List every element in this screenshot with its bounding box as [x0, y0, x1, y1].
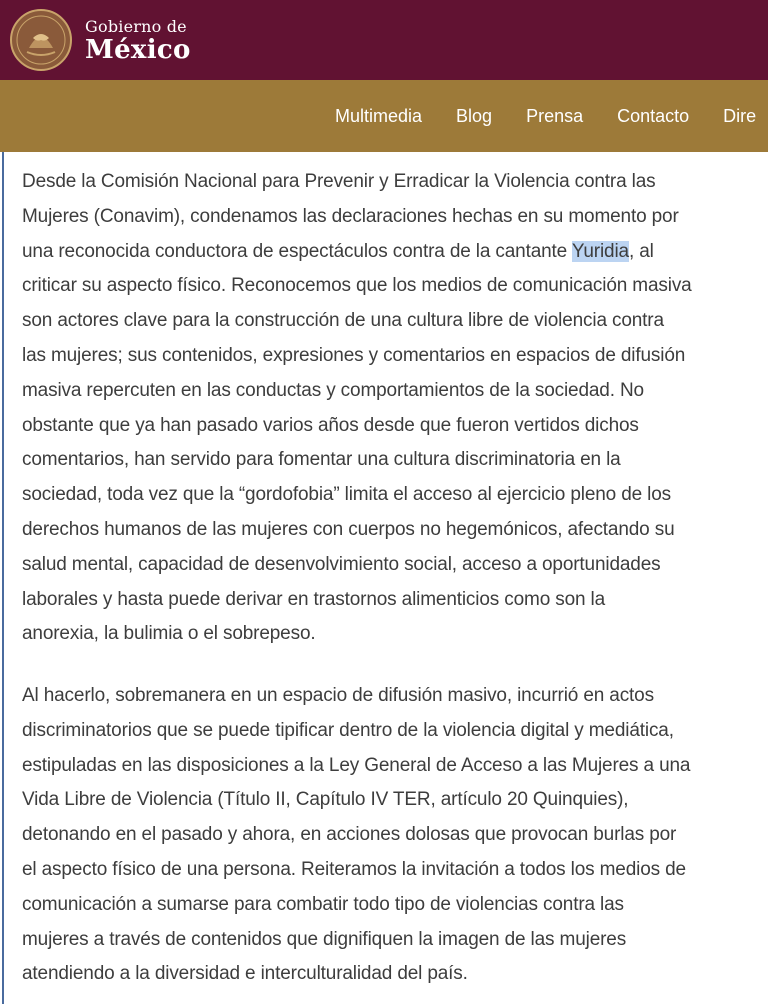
paragraph-line: el aspecto físico de una persona. Reiteramos la invitación a todos los medios de	[22, 858, 686, 880]
paragraph-line: Mujeres (Conavim), condenamos las declaraciones hechas en su momento por	[22, 205, 679, 227]
nav-item-multimedia[interactable]: Multimedia	[335, 105, 423, 126]
paragraph-line: salud mental, capacidad de desenvolvimiento social, acceso a oportunidades	[22, 553, 661, 575]
brand-line-gobierno: Gobierno de	[85, 17, 187, 36]
highlighted-selection[interactable]: Yuridia	[571, 240, 629, 262]
paragraph-line: Al hacerlo, sobremanera en un espacio de difusión masivo, incurrió en actos	[22, 685, 654, 706]
main-nav	[0, 80, 768, 152]
nav-item-directorio[interactable]: Dire	[723, 105, 757, 126]
nav-list	[335, 80, 768, 152]
brand-line-mexico: México	[85, 35, 191, 65]
paragraph-line: las mujeres; sus contenidos, expresiones y comentarios en espacios de difusión	[22, 344, 686, 366]
paragraph-line: derechos humanos de las mujeres con cuerpos no hegemónicos, afectando su	[22, 518, 675, 540]
article-content	[0, 152, 768, 1004]
escudo-nacional-seal-icon[interactable]	[9, 8, 73, 72]
nav-item-prensa[interactable]: Prensa	[526, 105, 584, 126]
article-paragraph-1	[22, 165, 762, 652]
paragraph-line: Vida Libre de Violencia (Título II, Capítulo IV TER, artículo 20 Quinquies),	[22, 789, 629, 811]
paragraph-line: son actores clave para la construcción de una cultura libre de violencia contra	[22, 310, 664, 332]
paragraph-line: mujeres a través de contenidos que dignifiquen la imagen de las mujeres	[22, 928, 627, 950]
nav-item-blog[interactable]: Blog	[456, 105, 493, 126]
paragraph-line: obstante que ya han pasado varios años desde que fueron vertidos dichos	[22, 414, 639, 436]
paragraph-line: estipuladas en las disposiciones a la Ley General de Acceso a las Mujeres a una	[22, 754, 691, 776]
paragraph-line: detonando en el pasado y ahora, en acciones dolosas que provocan burlas por	[22, 824, 677, 846]
article-paragraph-2	[22, 679, 762, 992]
paragraph-line: Desde la Comisión Nacional para Prevenir y Erradicar la Violencia contra las	[22, 171, 656, 192]
brand-wordmark[interactable]	[85, 18, 191, 64]
paragraph-line-text: una reconocida conductora de espectáculos contra de la cantante	[22, 240, 572, 262]
paragraph-line: sociedad, toda vez que la “gordofobia” limita el acceso al ejercicio pleno de los	[22, 484, 672, 506]
paragraph-line: laborales y hasta puede derivar en trastornos alimenticios como son la	[22, 588, 606, 610]
content-left-border	[2, 152, 4, 1004]
nav-item-contacto[interactable]: Contacto	[617, 105, 690, 126]
paragraph-line-tail: , al	[628, 240, 654, 262]
paragraph-line: atendiendo a la diversidad e interculturalidad del país.	[22, 963, 468, 985]
paragraph-line: comentarios, han servido para fomentar una cultura discriminatoria en la	[22, 449, 621, 471]
paragraph-line: anorexia, la bulimia o el sobrepeso.	[22, 623, 316, 645]
paragraph-line: criticar su aspecto físico. Reconocemos que los medios de comunicación masiva	[22, 275, 692, 297]
paragraph-line	[22, 235, 762, 270]
paragraph-line: masiva repercuten en las conductas y comportamientos de la sociedad. No	[22, 379, 644, 401]
paragraph-line: discriminatorios que se puede tipificar dentro de la violencia digital y mediática,	[22, 719, 674, 741]
header-top-bar	[0, 0, 768, 80]
paragraph-line: comunicación a sumarse para combatir todo tipo de violencias contra las	[22, 893, 624, 915]
